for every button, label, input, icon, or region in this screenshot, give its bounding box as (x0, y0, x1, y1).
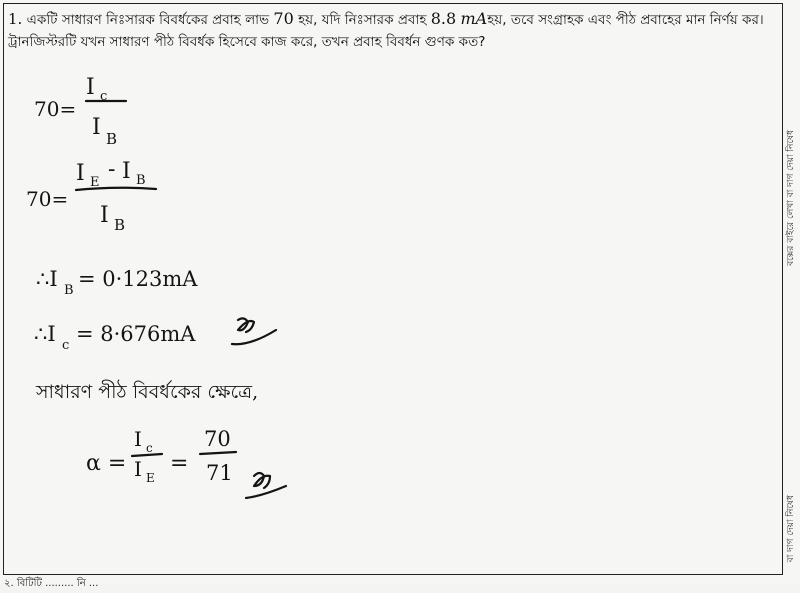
eq2-denominator: I (100, 203, 109, 228)
alpha-numerator: I (134, 427, 142, 451)
eq2-numerator-sub1: E (90, 175, 100, 190)
question-part-3: হয়, তবে সংগ্রাহক এবং পীঠ প্রবাহের মান নির্ণয় কর। ট্রানজিস্টরটি যখন সাধারণ পীঠ বিবর্ধক হিসেবে কাজ করে, তখন প্রবাহ বিবর্ধন গুণক কত? (8, 12, 764, 50)
eq2-lhs: 70= (26, 187, 69, 211)
result-ib-value: = 0·123mA (78, 267, 198, 291)
eq2-numerator-i2: I (122, 159, 131, 184)
eq2-numerator-sub2: B (136, 173, 146, 188)
alpha-numerator-sub: c (146, 441, 153, 455)
eq1-lhs: 70= (34, 97, 77, 121)
question-part-2: হয়, যদি নিঃসারক প্রবাহ (298, 12, 427, 28)
question-part-1: একটি সাধারণ নিঃসারক বিবর্ধকের প্রবাহ লাভ (26, 12, 270, 28)
margin-note-top: বক্সের বাইরে লেখা বা দাগ দেয়া নিষেধ (786, 130, 796, 266)
question-gain: 70 (273, 9, 294, 28)
alpha-equals: = (170, 451, 189, 476)
question-current-value: 8.8 (430, 9, 457, 28)
result-ib-prefix: ∴I (36, 267, 58, 291)
alpha-denominator-sub: E (146, 471, 155, 485)
result-ib-sub: B (64, 283, 74, 298)
question-number: 1. (8, 10, 23, 28)
alpha-fraction-bar-2 (200, 452, 236, 454)
eq1-denominator-sub: B (106, 130, 118, 148)
margin-note-bottom: বা দাগ দেয়া নিষেধ (786, 495, 796, 563)
examiner-mark-2 (246, 473, 286, 498)
eq2-fraction-bar (76, 188, 156, 190)
eq2-minus: - (108, 157, 116, 182)
question-current-unit: mA (460, 9, 488, 28)
result-ic-sub: c (62, 338, 70, 353)
alpha-denominator: I (134, 457, 142, 481)
alpha-fraction-num: 70 (204, 427, 231, 451)
alpha-lhs: α = (86, 451, 127, 476)
eq1-numerator-sub: c (100, 89, 108, 104)
eq2-numerator-i1: I (76, 161, 85, 186)
result-ic-value: = 8·676mA (76, 322, 196, 346)
alpha-fraction-den: 71 (206, 461, 233, 485)
next-question-cut: ২. বিটিটি ......... নি ... (4, 578, 99, 589)
eq2-denominator-sub: B (114, 216, 126, 234)
eq1-denominator: I (92, 115, 101, 140)
result-ic-prefix: ∴I (34, 322, 56, 346)
examiner-mark-1 (232, 318, 276, 344)
bengali-handwritten-line: সাধারণ পীঠ বিবর্ধকের ক্ষেত্রে, (36, 381, 259, 403)
eq1-numerator: I (86, 75, 95, 100)
alpha-fraction-bar (132, 454, 162, 456)
